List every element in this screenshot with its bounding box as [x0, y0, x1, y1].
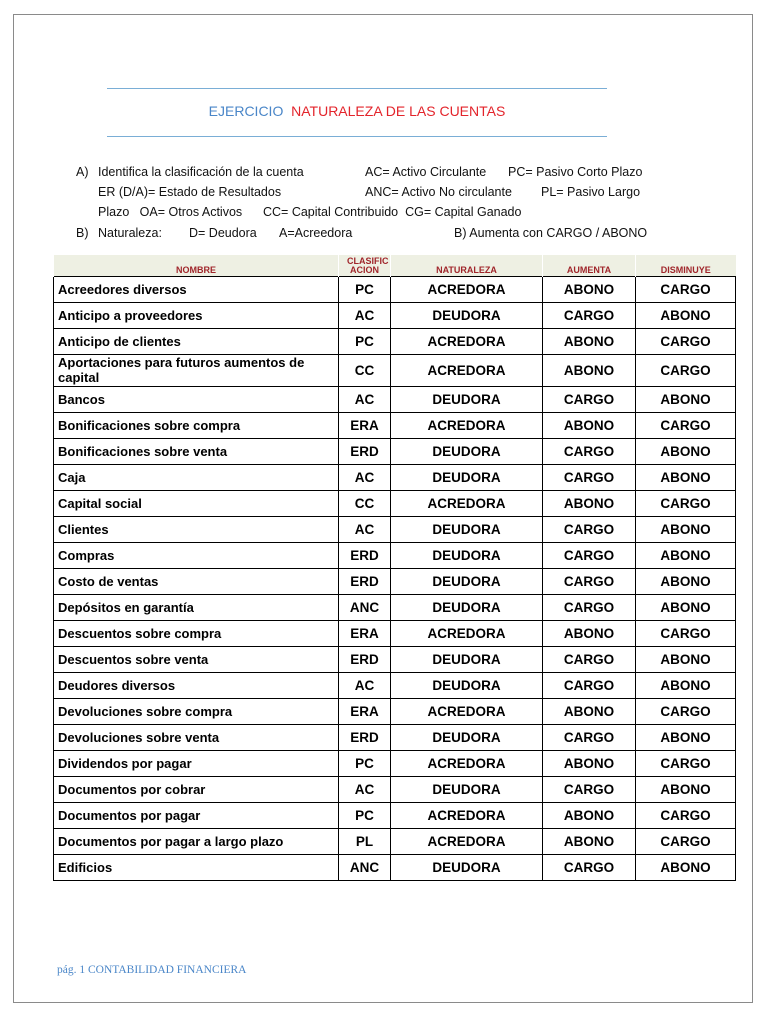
cell-clasificacion: ERA: [339, 413, 391, 439]
header-aumenta: AUMENTA: [543, 255, 636, 277]
cell-aumenta: CARGO: [543, 647, 636, 673]
table-row: [54, 355, 736, 387]
cell-nombre: Costo de ventas: [54, 569, 339, 595]
cell-nombre: Devoluciones sobre compra: [54, 699, 339, 725]
table-row: [54, 855, 736, 881]
cell-clasificacion: ERD: [339, 439, 391, 465]
legend-acreedora: A=Acreedora: [279, 226, 353, 240]
cell-disminuye: ABONO: [636, 517, 736, 543]
legend-pc: PC= Pasivo Corto Plazo: [508, 165, 643, 179]
cell-naturaleza: DEUDORA: [391, 543, 543, 569]
cell-clasificacion: ANC: [339, 855, 391, 881]
cell-clasificacion: PC: [339, 751, 391, 777]
cell-disminuye: ABONO: [636, 465, 736, 491]
table-row: [54, 387, 736, 413]
cell-nombre: Bonificaciones sobre compra: [54, 413, 339, 439]
table-row: [54, 277, 736, 303]
legend-deudora: D= Deudora: [189, 226, 257, 240]
cell-clasificacion: AC: [339, 673, 391, 699]
cell-aumenta: ABONO: [543, 621, 636, 647]
page-title: [107, 103, 607, 119]
legend-er: ER (D/A)= Estado de Resultados: [98, 185, 282, 199]
cell-aumenta: ABONO: [543, 277, 636, 303]
cell-clasificacion: ERA: [339, 699, 391, 725]
table-row: [54, 803, 736, 829]
cell-aumenta: CARGO: [543, 777, 636, 803]
header-clasificacion: CLASIFIC ACION: [339, 255, 391, 277]
cell-clasificacion: ERD: [339, 543, 391, 569]
cell-naturaleza: DEUDORA: [391, 725, 543, 751]
cell-clasificacion: PC: [339, 329, 391, 355]
table-row: [54, 621, 736, 647]
cell-clasificacion: ERD: [339, 725, 391, 751]
cell-disminuye: ABONO: [636, 387, 736, 413]
cell-disminuye: CARGO: [636, 355, 736, 387]
cell-disminuye: ABONO: [636, 725, 736, 751]
cell-nombre: Descuentos sobre compra: [54, 621, 339, 647]
cell-disminuye: CARGO: [636, 621, 736, 647]
cell-clasificacion: AC: [339, 303, 391, 329]
cell-clasificacion: ERA: [339, 621, 391, 647]
cell-aumenta: CARGO: [543, 569, 636, 595]
title-rule-bottom: [107, 136, 607, 137]
table-row: [54, 517, 736, 543]
table-row: [54, 751, 736, 777]
header-disminuye: DISMINUYE: [636, 255, 736, 277]
cell-naturaleza: ACREDORA: [391, 329, 543, 355]
cell-clasificacion: PC: [339, 803, 391, 829]
cell-aumenta: CARGO: [543, 517, 636, 543]
cell-aumenta: ABONO: [543, 803, 636, 829]
cell-nombre: Bonificaciones sobre venta: [54, 439, 339, 465]
instruction-b-marker: B): [76, 226, 89, 240]
cell-nombre: Capital social: [54, 491, 339, 517]
cell-nombre: Dividendos por pagar: [54, 751, 339, 777]
cell-naturaleza: ACREDORA: [391, 621, 543, 647]
cell-aumenta: ABONO: [543, 329, 636, 355]
table-row: [54, 569, 736, 595]
cell-nombre: Aportaciones para futuros aumentos de capital: [54, 355, 339, 387]
table-row: [54, 595, 736, 621]
cell-clasificacion: AC: [339, 777, 391, 803]
cell-nombre: Anticipo de clientes: [54, 329, 339, 355]
legend-pl: PL= Pasivo Largo: [541, 185, 641, 199]
title-main: NATURALEZA DE LAS CUENTAS: [291, 103, 506, 119]
instruction-b-aumenta: B) Aumenta con CARGO / ABONO: [454, 226, 648, 240]
naturaleza-label: Naturaleza:: [98, 226, 162, 240]
cell-clasificacion: AC: [339, 387, 391, 413]
cell-aumenta: CARGO: [543, 303, 636, 329]
cell-disminuye: CARGO: [636, 413, 736, 439]
table-row: [54, 491, 736, 517]
cell-aumenta: ABONO: [543, 413, 636, 439]
cell-disminuye: CARGO: [636, 491, 736, 517]
cell-aumenta: CARGO: [543, 387, 636, 413]
table-row: [54, 543, 736, 569]
cell-aumenta: ABONO: [543, 829, 636, 855]
cell-clasificacion: PC: [339, 277, 391, 303]
cell-nombre: Anticipo a proveedores: [54, 303, 339, 329]
cell-disminuye: CARGO: [636, 699, 736, 725]
title-rule-top: [107, 88, 607, 89]
cell-clasificacion: ERD: [339, 569, 391, 595]
cell-disminuye: ABONO: [636, 303, 736, 329]
cell-naturaleza: DEUDORA: [391, 439, 543, 465]
cell-clasificacion: CC: [339, 355, 391, 387]
cell-aumenta: CARGO: [543, 725, 636, 751]
cell-nombre: Caja: [54, 465, 339, 491]
cell-naturaleza: DEUDORA: [391, 673, 543, 699]
header-naturaleza: NATURALEZA: [391, 255, 543, 277]
table-row: [54, 647, 736, 673]
table-body: [54, 277, 736, 881]
cell-naturaleza: DEUDORA: [391, 387, 543, 413]
instruction-a-text: Identifica la clasificación de la cuenta: [98, 165, 304, 179]
footer: pág. 1 CONTABILIDAD FINANCIERA: [57, 964, 247, 976]
cell-naturaleza: ACREDORA: [391, 751, 543, 777]
cell-clasificacion: PL: [339, 829, 391, 855]
cell-aumenta: ABONO: [543, 751, 636, 777]
cell-aumenta: ABONO: [543, 699, 636, 725]
table-row: [54, 303, 736, 329]
cell-naturaleza: ACREDORA: [391, 491, 543, 517]
table-row: [54, 829, 736, 855]
cell-disminuye: ABONO: [636, 569, 736, 595]
table-row: [54, 725, 736, 751]
cell-nombre: Compras: [54, 543, 339, 569]
legend-ac: AC= Activo Circulante: [365, 165, 487, 179]
legend-anc: ANC= Activo No circulante: [365, 185, 512, 199]
cell-nombre: Descuentos sobre venta: [54, 647, 339, 673]
cell-nombre: Acreedores diversos: [54, 277, 339, 303]
table-header-row: [54, 255, 736, 277]
cell-disminuye: ABONO: [636, 543, 736, 569]
cell-clasificacion: AC: [339, 517, 391, 543]
cell-aumenta: CARGO: [543, 543, 636, 569]
cell-nombre: Documentos por cobrar: [54, 777, 339, 803]
table-row: [54, 413, 736, 439]
cell-naturaleza: DEUDORA: [391, 465, 543, 491]
cell-clasificacion: ANC: [339, 595, 391, 621]
cell-aumenta: CARGO: [543, 595, 636, 621]
cell-aumenta: ABONO: [543, 355, 636, 387]
cell-disminuye: ABONO: [636, 647, 736, 673]
cell-disminuye: CARGO: [636, 803, 736, 829]
cell-naturaleza: DEUDORA: [391, 569, 543, 595]
cell-naturaleza: ACREDORA: [391, 413, 543, 439]
cell-nombre: Bancos: [54, 387, 339, 413]
cell-naturaleza: DEUDORA: [391, 303, 543, 329]
cell-clasificacion: CC: [339, 491, 391, 517]
cell-nombre: Documentos por pagar: [54, 803, 339, 829]
cell-disminuye: CARGO: [636, 329, 736, 355]
cell-naturaleza: DEUDORA: [391, 855, 543, 881]
cell-aumenta: CARGO: [543, 855, 636, 881]
cell-naturaleza: ACREDORA: [391, 277, 543, 303]
cell-aumenta: CARGO: [543, 439, 636, 465]
cell-clasificacion: ERD: [339, 647, 391, 673]
cell-naturaleza: ACREDORA: [391, 803, 543, 829]
cell-nombre: Deudores diversos: [54, 673, 339, 699]
cell-nombre: Devoluciones sobre venta: [54, 725, 339, 751]
cell-naturaleza: DEUDORA: [391, 777, 543, 803]
cell-disminuye: ABONO: [636, 595, 736, 621]
title-prefix: EJERCICIO: [208, 103, 284, 119]
instruction-a-marker: A): [76, 165, 89, 179]
cell-naturaleza: DEUDORA: [391, 517, 543, 543]
cell-nombre: Depósitos en garantía: [54, 595, 339, 621]
cell-disminuye: CARGO: [636, 829, 736, 855]
table-row: [54, 329, 736, 355]
table-row: [54, 465, 736, 491]
cell-disminuye: ABONO: [636, 777, 736, 803]
cell-disminuye: ABONO: [636, 673, 736, 699]
cell-disminuye: ABONO: [636, 439, 736, 465]
accounts-table: [53, 255, 736, 881]
cell-naturaleza: ACREDORA: [391, 829, 543, 855]
cell-disminuye: CARGO: [636, 751, 736, 777]
cell-naturaleza: ACREDORA: [391, 355, 543, 387]
cell-naturaleza: DEUDORA: [391, 647, 543, 673]
cell-aumenta: CARGO: [543, 673, 636, 699]
cell-disminuye: CARGO: [636, 277, 736, 303]
cell-naturaleza: ACREDORA: [391, 699, 543, 725]
cell-aumenta: ABONO: [543, 491, 636, 517]
table-row: [54, 439, 736, 465]
cell-disminuye: ABONO: [636, 855, 736, 881]
header-nombre: NOMBRE: [54, 255, 339, 277]
cell-clasificacion: AC: [339, 465, 391, 491]
cell-aumenta: CARGO: [543, 465, 636, 491]
cell-nombre: Edificios: [54, 855, 339, 881]
cell-nombre: Documentos por pagar a largo plazo: [54, 829, 339, 855]
cell-naturaleza: DEUDORA: [391, 595, 543, 621]
table-row: [54, 673, 736, 699]
legend-line3: Plazo OA= Otros Activos CC= Capital Contribuido CG= Capital Ganado: [98, 205, 522, 219]
table-row: [54, 777, 736, 803]
table-row: [54, 699, 736, 725]
cell-nombre: Clientes: [54, 517, 339, 543]
